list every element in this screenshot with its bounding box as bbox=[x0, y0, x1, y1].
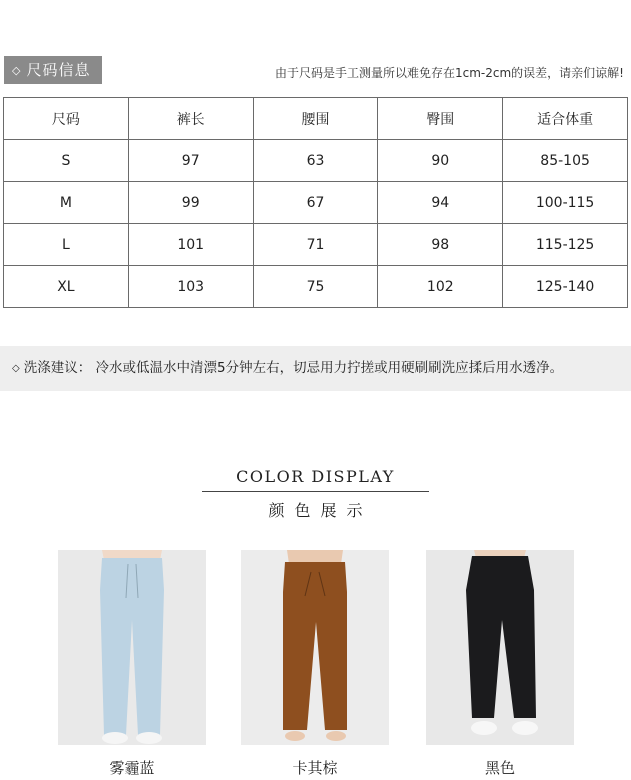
diamond-icon: ◇ bbox=[12, 363, 20, 374]
product-image-khaki-brown bbox=[241, 550, 389, 745]
table-row bbox=[4, 224, 628, 266]
table-cell: 90 bbox=[378, 140, 503, 182]
size-info-badge bbox=[4, 56, 102, 84]
color-label: 雾霾蓝 bbox=[109, 759, 155, 777]
color-label: 黑色 bbox=[484, 759, 515, 777]
table-cell: 102 bbox=[378, 266, 503, 308]
color-label: 卡其棕 bbox=[292, 759, 338, 777]
pants-illustration bbox=[241, 550, 389, 745]
table-cell: XL bbox=[4, 266, 129, 308]
table-cell: 67 bbox=[253, 182, 378, 224]
wash-advice-bar bbox=[0, 346, 631, 391]
title-divider bbox=[202, 491, 429, 492]
table-cell: 97 bbox=[128, 140, 253, 182]
size-info-badge-label: 尺码信息 bbox=[26, 61, 91, 79]
column-header: 尺码 bbox=[4, 98, 129, 140]
table-cell: 94 bbox=[378, 182, 503, 224]
table-cell: 98 bbox=[378, 224, 503, 266]
table-cell: 103 bbox=[128, 266, 253, 308]
product-image-haze-blue bbox=[58, 550, 206, 745]
table-cell: M bbox=[4, 182, 129, 224]
color-display-subtitle: 颜色展示 bbox=[268, 501, 373, 520]
column-header: 腰围 bbox=[253, 98, 378, 140]
wash-advice-text: 洗涤建议： 冷水或低温水中清漂5分钟左右，切忌用力拧搓或用硬刷刷洗应揉后用水透净。 bbox=[23, 360, 564, 376]
product-image-black bbox=[426, 550, 574, 745]
table-cell: 75 bbox=[253, 266, 378, 308]
column-header: 适合体重 bbox=[503, 98, 628, 140]
table-cell: 85-105 bbox=[503, 140, 628, 182]
column-header: 臀围 bbox=[378, 98, 503, 140]
table-cell: 101 bbox=[128, 224, 253, 266]
table-cell: 115-125 bbox=[503, 224, 628, 266]
table-cell: S bbox=[4, 140, 129, 182]
table-cell: L bbox=[4, 224, 129, 266]
table-cell: 63 bbox=[253, 140, 378, 182]
table-cell: 125-140 bbox=[503, 266, 628, 308]
column-header: 裤长 bbox=[128, 98, 253, 140]
color-display-title: COLOR DISPLAY bbox=[236, 467, 395, 486]
pants-illustration bbox=[426, 550, 574, 745]
size-table-header-row bbox=[4, 98, 628, 140]
table-cell: 71 bbox=[253, 224, 378, 266]
table-row bbox=[4, 266, 628, 308]
diamond-icon: ◇ bbox=[12, 64, 22, 77]
pants-illustration bbox=[58, 550, 206, 745]
table-cell: 100-115 bbox=[503, 182, 628, 224]
size-table bbox=[3, 97, 628, 308]
table-row bbox=[4, 182, 628, 224]
table-cell: 99 bbox=[128, 182, 253, 224]
measurement-note: 由于尺码是手工测量所以难免存在1cm-2cm的误差，请亲们谅解! bbox=[275, 66, 624, 80]
size-info-header bbox=[0, 54, 631, 86]
table-row bbox=[4, 140, 628, 182]
